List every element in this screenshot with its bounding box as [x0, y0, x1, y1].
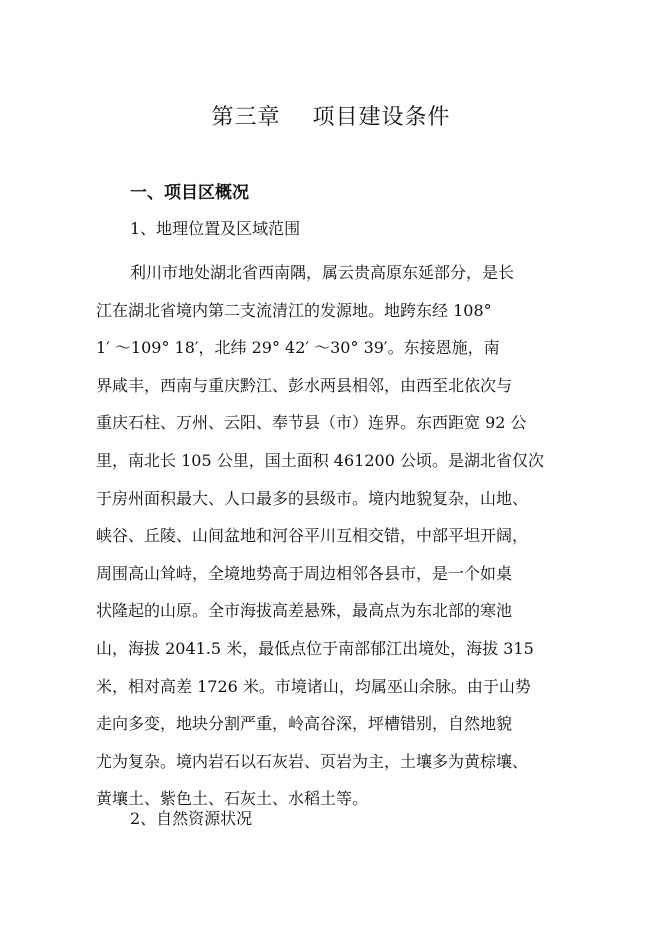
- paragraph-line: 利川市地处湖北省西南隅，属云贵高原东延部分，是长: [130, 263, 515, 282]
- paragraph-line: 走向多变，地块分割严重，岭高谷深，坪槽错别，自然地貌: [96, 714, 513, 734]
- paragraph-line: 尤为复杂。境内岩石以石灰岩、页岩为主，土壤多为黄棕壤、: [96, 751, 529, 771]
- paragraph-line: 山，海拔 2041.5 米，最低点位于南部郁江出境处，海拔 315: [96, 638, 534, 658]
- paragraph-line: 黄壤土、紫色土、石灰土、水稻土等。: [96, 789, 369, 809]
- subsection-heading-resources: 2、自然资源状况: [130, 809, 253, 828]
- paragraph-line: 重庆石柱、万州、云阳、奉节县（市）连界。东西距宽 92 公: [96, 413, 527, 433]
- paragraph-line: 周围高山耸峙，全境地势高于周边相邻各县市，是一个如桌: [96, 563, 513, 583]
- paragraph-line: 状隆起的山原。全市海拔高差悬殊，最高点为东北部的寒池: [96, 601, 513, 621]
- paragraph-line: 于房州面积最大、人口最多的县级市。境内地貌复杂，山地、: [96, 488, 529, 508]
- body-paragraph: [96, 254, 576, 818]
- subsection-heading-location: 1、地理位置及区域范围: [130, 219, 301, 238]
- paragraph-line: 峡谷、丘陵、山间盆地和河谷平川互相交错，中部平坦开阔，: [96, 526, 529, 546]
- section-heading: 一、项目区概况: [130, 183, 249, 203]
- paragraph-line: 界咸丰，西南与重庆黔江、彭水两县相邻，由西至北依次与: [96, 375, 513, 395]
- paragraph-line: 江在湖北省境内第二支流清江的发源地。地跨东经 108°: [96, 300, 492, 320]
- paragraph-line: 米，相对高差 1726 米。市境诸山，均属巫山余脉。由于山势: [96, 676, 531, 696]
- chapter-title: 第三章 项目建设条件: [211, 105, 451, 130]
- paragraph-line: 1′ ～109° 18′，北纬 29° 42′ ～30° 39′。东接恩施，南: [96, 338, 500, 358]
- paragraph-line: 里，南北长 105 公里，国土面积 461200 公顷。是湖北省仅次: [96, 450, 544, 470]
